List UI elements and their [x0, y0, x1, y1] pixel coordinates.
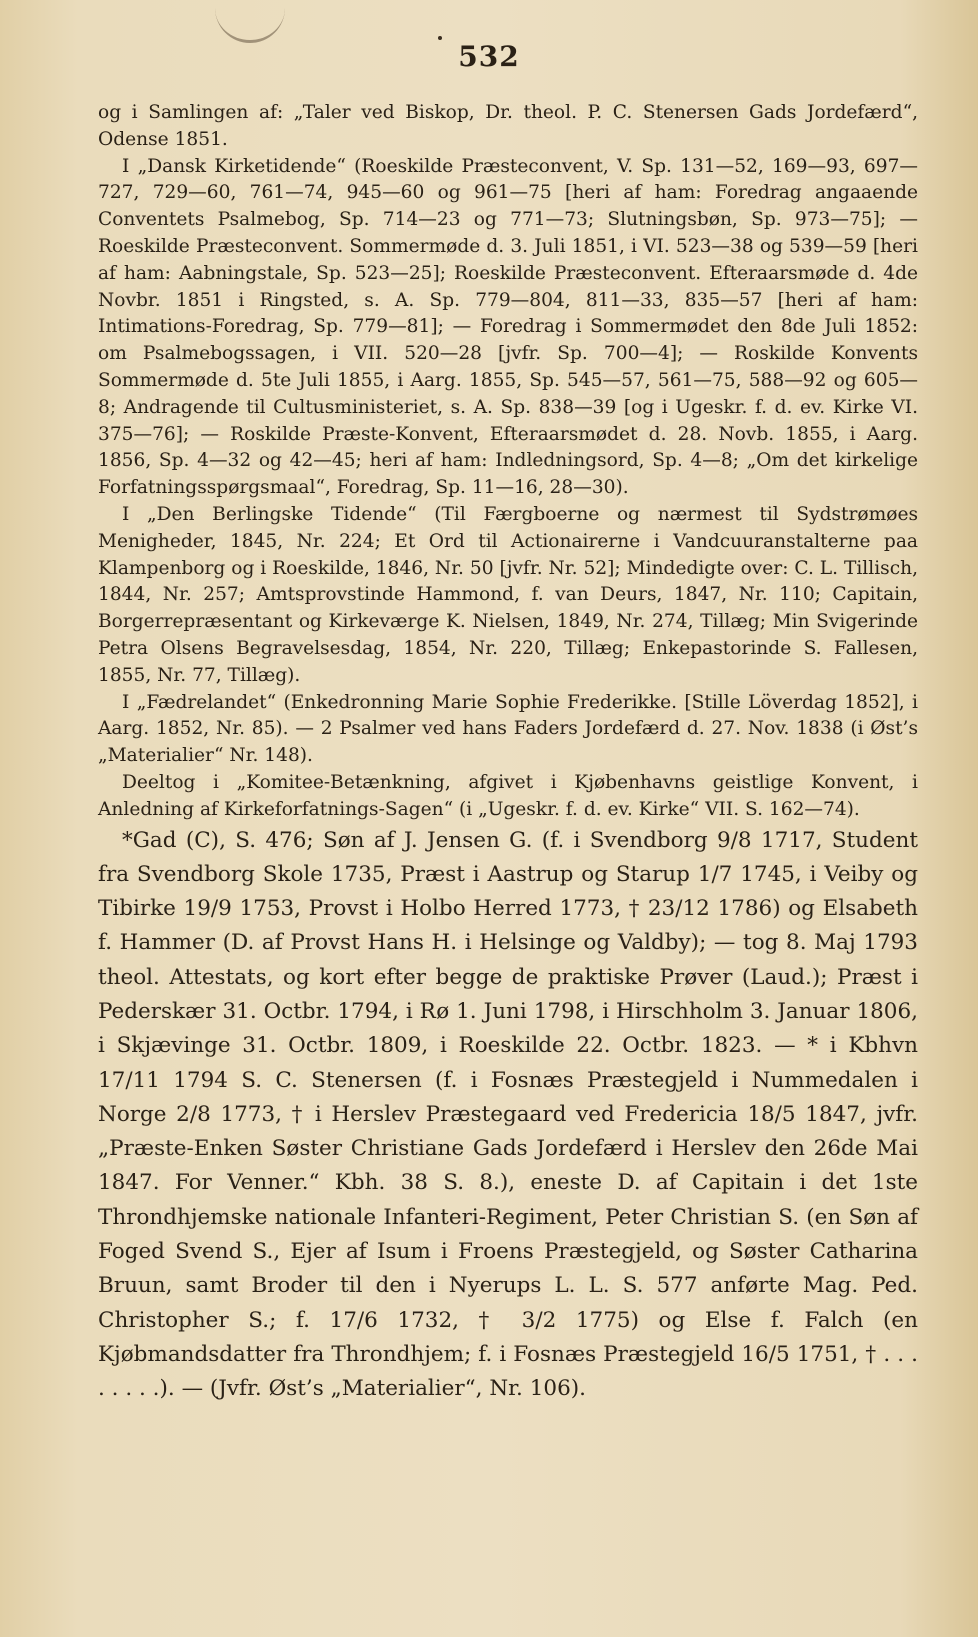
- paragraph-4: I „Fædrelandet“ (Enkedronning Marie Sophie Frederikke. [Stille Löverdag 1852], i Aarg. 1852, Nr. 85). — 2 Psalmer ved hans Faders Jordefærd d. 27. Nov. 1838 (i Øst’s „Materialier“ Nr. 148).: [98, 691, 918, 767]
- paragraph-5: Deeltog i „Komitee-Betænkning, afgivet i Kjøbenhavns geistlige Konvent, i Anledning af Kirkeforfatnings-Sagen“ (i „Ugeskr. f. d. ev. Kirke“ VII. S. 162—74).: [98, 771, 918, 820]
- page-damage-mark: [215, 0, 285, 43]
- paragraph-2: I „Dansk Kirketidende“ (Roeskilde Præsteconvent, V. Sp. 131—52, 169—93, 697—727, 729—60, 761—74, 945—60 og 961—75 [heri af ham: Foredrag angaaende Conventets Psalmebog, Sp. 714—23 og 771—73; Slutningsbøn, Sp. 973—75]; — Roeskilde Præsteconvent. Sommermøde d. 3. Juli 1851, i VI. 523—38 og 539—59 [heri af ham: Aabningstale, Sp. 523—25]; Roeskilde Præsteconvent. Efteraarsmøde d. 4de Novbr. 1851 i Ringsted, s. A. Sp. 779—804, 811—33, 835—57 [heri af ham: Intimations-Foredrag, Sp. 779—81]; — Foredrag i Sommermødet den 8de Juli 1852: om Psalmebogssagen, i VII. 520—28 [jvfr. Sp. 700—4]; — Roskilde Konvents Sommermøde d. 5te Juli 1855, i Aarg. 1855, Sp. 545—57, 561—75, 588—92 og 605—8; Andragende til Cultusministeriet, s. A. Sp. 838—39 [og i Ugeskr. f. d. ev. Kirke VI. 375—76]; — Roskilde Præste-Konvent, Efteraarsmødet d. 28. Novb. 1855, i Aarg. 1856, Sp. 4—32 og 42—45; heri af ham: Indledningsord, Sp. 4—8; „Om det kirkelige Forfatningsspørgsmaal“, Foredrag, Sp. 11—16, 28—30).: [98, 155, 918, 499]
- paragraph-3: I „Den Berlingske Tidende“ (Til Færgboerne og nærmest til Sydstrømøes Menigheder, 1845, Nr. 224; Et Ord til Actionairerne i Vandcuuranstalterne paa Klampenborg og i Roeskilde, 1846, Nr. 50 [jvfr. Nr. 52]; Mindedigte over: C. L. Tillisch, 1844, Nr. 257; Amtsprovstinde Hammond, f. van Deurs, 1847, Nr. 110; Capitain, Borgerrepræsentant og Kirkeværge K. Nielsen, 1849, Nr. 274, Tillæg; Min Svigerinde Petra Olsens Begravelsesdag, 1854, Nr. 220, Tillæg; Enkepastorinde S. Fallesen, 1855, Nr. 77, Tillæg).: [98, 503, 918, 686]
- paragraph-1: og i Samlingen af: „Taler ved Biskop, Dr. theol. P. C. Stenersen Gads Jordefærd“, Odense 1851.: [98, 102, 918, 150]
- page-number: 532: [458, 40, 520, 73]
- main-text: [98, 100, 918, 1407]
- biography-entry: *Gad (C), S. 476; Søn af J. Jensen G. (f. i Svendborg 9/8 1717, Student fra Svendborg Skole 1735, Præst i Aastrup og Starup 1/7 1745, i Veiby og Tibirke 19/9 1753, Provst i Holbo Herred 1773, † 23/12 1786) og Elsabeth f. Hammer (D. af Provst Hans H. i Helsinge og Valdby); — tog 8. Maj 1793 theol. Attestats, og kort efter begge de praktiske Prøver (Laud.); Præst i Pederskær 31. Octbr. 1794, i Rø 1. Juni 1798, i Hirschholm 3. Januar 1806, i Skjævinge 31. Octbr. 1809, i Roeskilde 22. Octbr. 1823. — * i Kbhvn 17/11 1794 S. C. Stenersen (f. i Fosnæs Præstegjeld i Nummedalen i Norge 2/8 1773, † i Herslev Præstegaard ved Fredericia 18/5 1847, jvfr. „Præste-Enken Søster Christiane Gads Jordefærd i Herslev den 26de Mai 1847. For Venner.“ Kbh. 38 S. 8.), eneste D. af Capitain i det 1ste Throndhjemske nationale Infanteri-Regiment, Peter Christian S. (en Søn af Foged Svend S., Ejer af Isum i Froens Præstegjeld, og Søster Catharina Bruun, samt Broder til den i Nyerups L. L. S. 577 anførte Mag. Ped. Christopher S.; f. 17/6 1732, † 3/2 1775) og Else f. Falch (en Kjøbmandsdatter fra Throndhjem; f. i Fosnæs Præstegjeld 16/5 1751, † . . . . . . . .). — (Jvfr. Øst’s „Materialier“, Nr. 106).: [98, 827, 918, 1402]
